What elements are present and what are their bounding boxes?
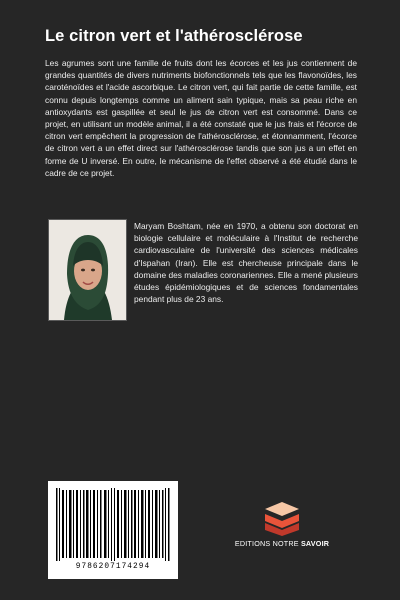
author-photo-icon: [48, 219, 127, 321]
book-description: Les agrumes sont une famille de fruits dont les écorces et les jus contiennent de grandes quantités de divers nutriments biofonctionnels tels que les flavonoïdes, les caroténoïdes et l'acide ascorbique. Le citron vert, qui fait partie de cette famille, est connu depuis longtemps comme un aliment sain typique, mais sa peau riche en antioxydants est gaspillée et seul le jus de citron vert est consommé. Dans ce projet, en utilisant un modèle animal, il a été constaté que le jus frais et l'écorce de citron vert empêchent la progression de l'athérosclérose, et étonnamment, l'écorce de citron vert a un effet direct sur l'athérosclérose tandis que son jus a un effet en forme de U inversé. En outre, le mécanisme de l'effet observé a été étudié dans le cadre de ce projet.: [45, 58, 357, 178]
author-biography: Maryam Boshtam, née en 1970, a obtenu son doctorat en biologie cellulaire et moléculaire à l'Institut de recherche cardiovasculaire de l'université des sciences médicales d'Ispahan (Iran). Elle est chercheuse principale dans le domaine des maladies coronariennes. Elle a mené plusieurs études épidémiologiques et de sciences fondamentales pendant plus de 23 ans.: [134, 221, 358, 305]
publisher-prefix: EDITIONS NOTRE: [234, 539, 301, 548]
isbn-digits: 9786207174294: [75, 563, 151, 571]
publisher-logo-icon: [260, 500, 304, 536]
publisher-name: [230, 539, 334, 548]
publisher-bold-name: SAVOIR: [300, 539, 330, 548]
book-title: Le citron vert et l'athérosclérose: [45, 27, 303, 45]
publisher-logo-top-layer: [265, 502, 299, 516]
isbn-barcode: [48, 481, 178, 579]
